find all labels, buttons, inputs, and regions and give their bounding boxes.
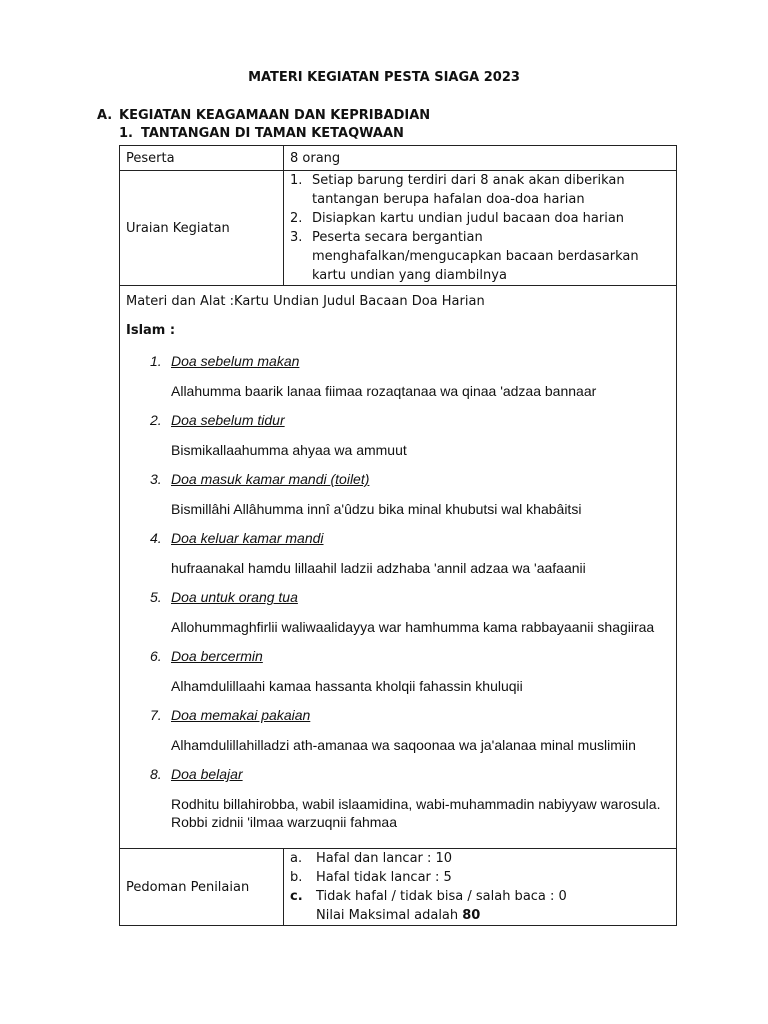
doa-text: Alhamdulillahilladzi ath-amanaa wa saqoonaa wa ja'alanaa minal muslimiin: [171, 737, 636, 753]
step-text: Setiap barung terdiri dari 8 anak akan diberikan tantangan berupa hafalan doa-doa harian: [312, 173, 625, 207]
doa-title: [126, 588, 670, 607]
uraian-content: [284, 171, 677, 286]
doa-title: [126, 706, 670, 725]
doa-text: Alhamdulillaahi kamaa hassanta kholqii fahassin khuluqii: [171, 678, 523, 694]
doa-title: [126, 529, 670, 548]
doa-item: [126, 529, 670, 577]
step-number: 1.: [290, 173, 303, 188]
doa-number: 3.: [150, 471, 162, 487]
subsection-heading: [119, 126, 404, 141]
doa-title: [126, 411, 670, 430]
peserta-label: Peserta: [120, 146, 284, 171]
doa-item: [126, 588, 670, 636]
peserta-value: 8 orang: [284, 146, 677, 171]
doa-text: Rodhitu billahirobba, wabil islaamidina, wabi-muhammadin nabiyyaw warosula. Robbi zidnii 'ilmaa warzuqnii fahmaa: [171, 796, 661, 830]
pedoman-letter: b.: [290, 870, 303, 885]
doa-text: Allohummaghfirlii waliwaalidayya war hamhumma kama rabbayaanii shagiiraa: [171, 619, 655, 635]
uraian-step: [290, 209, 670, 228]
doa-title-text: Doa sebelum tidur: [171, 412, 285, 428]
doa-title-text: Doa memakai pakaian: [171, 707, 311, 723]
pedoman-item: [290, 849, 670, 868]
step-text: Peserta secara bergantian menghafalkan/mengucapkan bacaan berdasarkan kartu undian yang diambilnya: [312, 230, 639, 283]
uraian-steps: [290, 171, 670, 285]
section-letter: A.: [97, 108, 113, 123]
doa-item: [126, 706, 670, 754]
doa-number: 8.: [150, 766, 162, 782]
step-text: Disiapkan kartu undian judul bacaan doa harian: [312, 211, 625, 226]
doa-number: 4.: [150, 530, 162, 546]
activity-table: [119, 145, 677, 926]
doa-text: Allahumma baarik lanaa fiimaa rozaqtanaa wa qinaa 'adzaa bannaar: [171, 383, 597, 399]
max-score-value: 80: [462, 908, 481, 923]
doa-item: [126, 470, 670, 518]
pedoman-content: [284, 849, 677, 926]
doa-item: [126, 647, 670, 695]
pedoman-text: Tidak hafal / tidak bisa / salah baca : 0: [316, 889, 567, 904]
doa-title: [126, 352, 670, 371]
doa-list: [126, 352, 670, 831]
uraian-label: Uraian Kegiatan: [120, 171, 284, 286]
doa-title: [126, 470, 670, 489]
doa-number: 2.: [150, 412, 162, 428]
pedoman-label: Pedoman Penilaian: [120, 849, 284, 926]
doa-number: 1.: [150, 353, 162, 369]
doa-text: Bismillâhi Allâhumma innî a'ûdzu bika minal khubutsi wal khabâitsi: [171, 501, 582, 517]
doa-title-text: Doa sebelum makan: [171, 353, 300, 369]
pedoman-text: Hafal tidak lancar : 5: [316, 870, 452, 885]
pedoman-item: [290, 868, 670, 887]
doa-number: 6.: [150, 648, 162, 664]
pedoman-letter: c.: [290, 889, 303, 904]
step-number: 3.: [290, 230, 303, 245]
row-materi: [120, 286, 677, 849]
uraian-step: [290, 228, 670, 285]
doa-text: hufraanakal hamdu lillaahil ladzii adzhaba 'annil adzaa wa 'aafaanii: [171, 560, 586, 576]
pedoman-list: [290, 849, 670, 906]
max-score-line: [290, 906, 670, 925]
materi-heading: Materi dan Alat :Kartu Undian Judul Bacaan Doa Harian: [126, 294, 485, 309]
doa-title-text: Doa bercermin: [171, 648, 263, 664]
doa-title-text: Doa belajar: [171, 766, 243, 782]
materi-content: [120, 286, 677, 849]
uraian-step: [290, 171, 670, 209]
doa-title-text: Doa untuk orang tua: [171, 589, 298, 605]
subsection-title: TANTANGAN DI TAMAN KETAQWAAN: [141, 126, 404, 141]
doa-title: [126, 765, 670, 784]
pedoman-item: [290, 887, 670, 906]
doa-number: 5.: [150, 589, 162, 605]
doa-title-text: Doa keluar kamar mandi: [171, 530, 324, 546]
religion-heading: Islam :: [126, 323, 176, 338]
doa-item: [126, 411, 670, 459]
doa-text: Bismikallaahumma ahyaa wa ammuut: [171, 442, 407, 458]
row-pedoman: [120, 849, 677, 926]
pedoman-letter: a.: [290, 851, 303, 866]
page-title: MATERI KEGIATAN PESTA SIAGA 2023: [248, 70, 520, 85]
doa-item: [126, 352, 670, 400]
doa-number: 7.: [150, 707, 162, 723]
pedoman-text: Hafal dan lancar : 10: [316, 851, 453, 866]
step-number: 2.: [290, 211, 303, 226]
doa-title: [126, 647, 670, 666]
row-uraian: [120, 171, 677, 286]
doa-title-text: Doa masuk kamar mandi (toilet): [171, 471, 370, 487]
section-heading: [97, 108, 430, 123]
subsection-number: 1.: [119, 126, 133, 141]
section-title: KEGIATAN KEAGAMAAN DAN KEPRIBADIAN: [119, 108, 431, 123]
max-score-label: Nilai Maksimal adalah: [316, 908, 463, 923]
row-peserta: [120, 146, 677, 171]
doa-item: [126, 765, 670, 831]
